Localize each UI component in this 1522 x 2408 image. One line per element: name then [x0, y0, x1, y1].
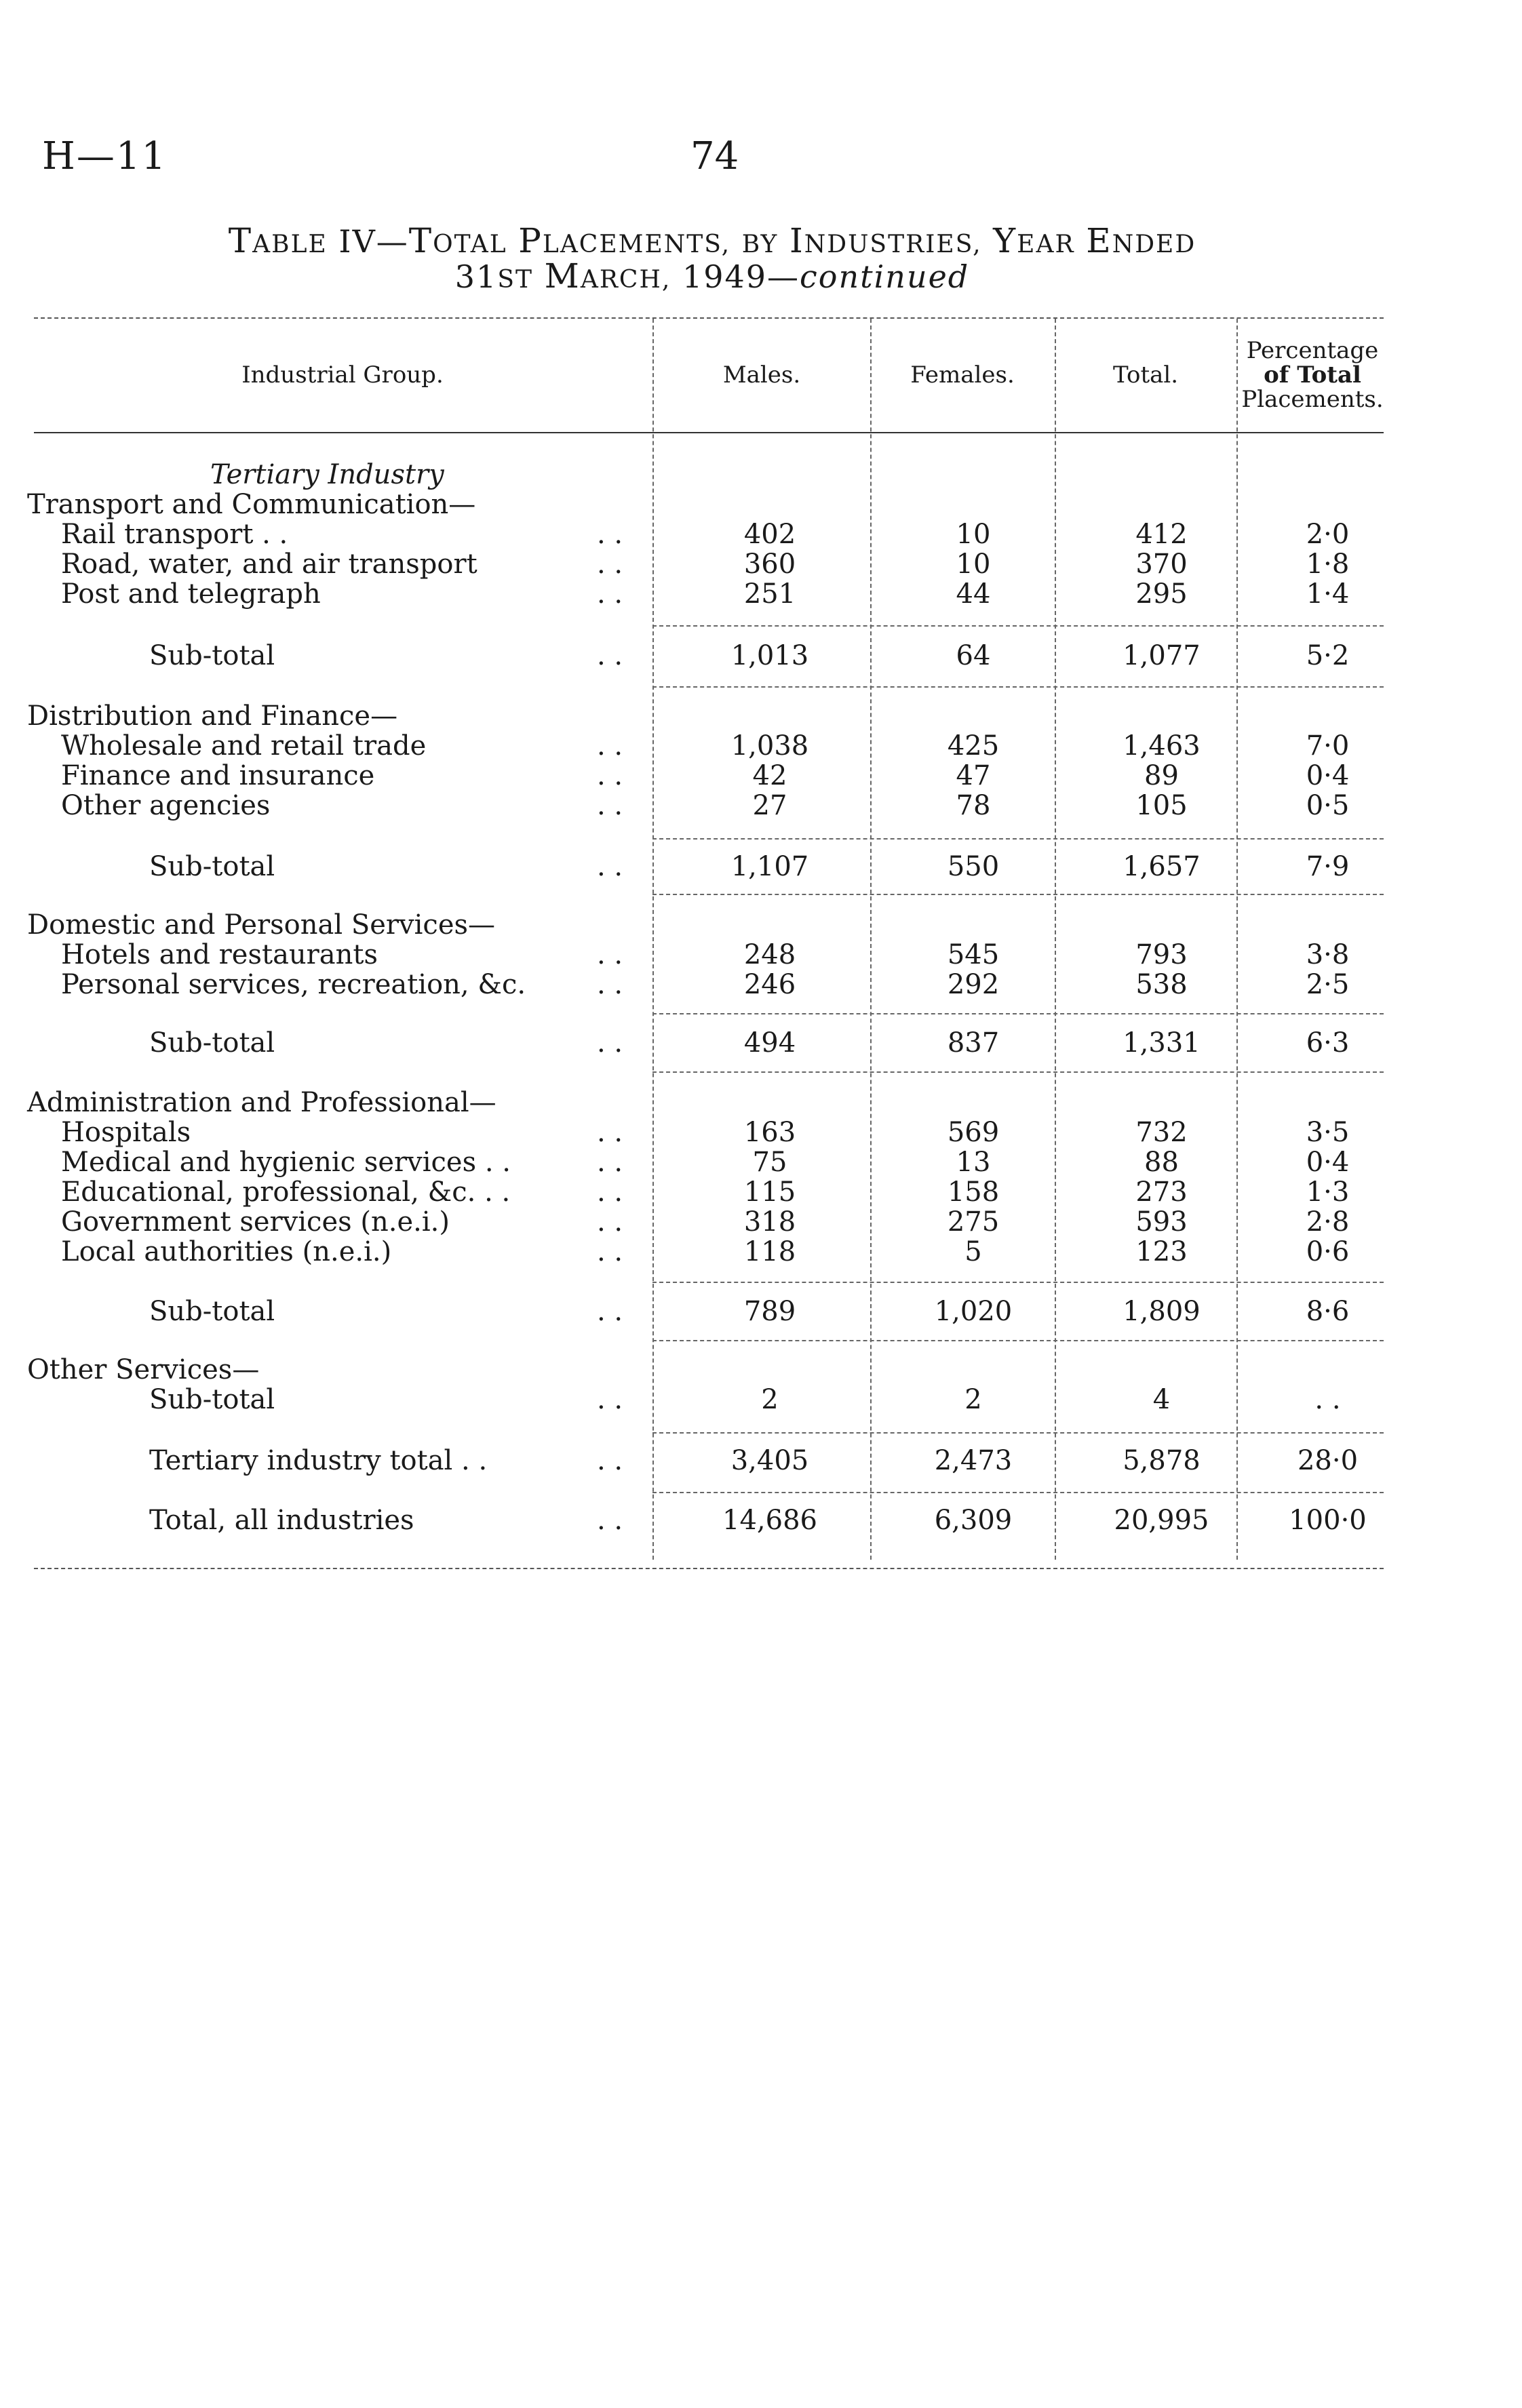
table-row: Hospitals . . 163 569 732 3·5 — [61, 1117, 1350, 1148]
table-title-line-1: TABLE IV—TOTAL PLACEMENTS, BY INDUSTRIES, YEAR ENDED — [228, 221, 1196, 260]
table-title-line-2: 31ST MARCH, 1949—continued — [454, 256, 970, 296]
table-row: Other agencies . . 27 78 105 0·5 — [61, 790, 1350, 821]
table-row: Rail transport . . . . 402 10 412 2·0 — [61, 519, 1350, 550]
section-heading: Tertiary Industry — [210, 459, 444, 490]
table-row: Wholesale and retail trade . . 1,038 425 1,463 7·0 — [61, 730, 1350, 762]
subtotal-row: Sub-total . . 1,107 550 1,657 7·9 — [149, 851, 1350, 882]
tertiary-total-row: Tertiary industry total . . . . 3,405 2,473 5,878 28·0 — [149, 1445, 1359, 1476]
header-total: Total. — [1112, 361, 1179, 389]
section-heading: Domestic and Personal Services— — [27, 909, 496, 941]
header-bottom-rule — [34, 432, 1384, 433]
page-reference: H—11 — [42, 134, 168, 178]
table-row: Personal services, recreation, &c. . . 246 292 538 2·5 — [61, 969, 1350, 1000]
subtotal-row: Sub-total . . 789 1,020 1,809 8·6 — [149, 1296, 1350, 1327]
header-males: Males. — [722, 361, 801, 389]
header-percentage: Percentage of Total Placements. — [1241, 336, 1384, 413]
table-row: Educational, professional, &c. . . . . 115 158 273 1·3 — [61, 1177, 1350, 1208]
table-row: Finance and insurance . . 42 47 89 0·4 — [61, 760, 1350, 791]
subtotal-row: Sub-total . . 494 837 1,331 6·3 — [149, 1027, 1350, 1059]
section-heading: Distribution and Finance— — [27, 700, 398, 732]
page-number: 74 — [690, 134, 739, 178]
header-industrial-group: Industrial Group. — [241, 361, 444, 389]
grand-total-row: Total, all industries . . 14,686 6,309 20,995 100·0 — [149, 1505, 1367, 1536]
subtotal-rule — [652, 1432, 1384, 1434]
subtotal-rule — [652, 894, 1384, 895]
section-heading: Other Services— — [27, 1354, 260, 1385]
section-heading: Transport and Communication— — [27, 489, 476, 520]
subtotal-rule — [652, 1282, 1384, 1283]
header-females: Females. — [910, 361, 1015, 389]
subtotal-rule — [652, 1492, 1384, 1493]
table-row: Local authorities (n.e.i.) . . 118 5 123 0·6 — [61, 1236, 1350, 1267]
subtotal-rule — [652, 1071, 1384, 1073]
table-row: Hotels and restaurants . . 248 545 793 3·8 — [61, 939, 1350, 970]
section-heading: Administration and Professional— — [27, 1087, 496, 1118]
subtotal-row: Sub-total . . 2 2 4 . . — [149, 1384, 1341, 1415]
subtotal-rule — [652, 1013, 1384, 1014]
subtotal-rule — [652, 838, 1384, 840]
table-row: Government services (n.e.i.) . . 318 275 593 2·8 — [61, 1206, 1350, 1238]
subtotal-rule — [652, 1340, 1384, 1341]
table-bottom-rule — [34, 1568, 1384, 1569]
subtotal-rule — [652, 625, 1384, 627]
subtotal-rule — [652, 686, 1384, 688]
table-row: Post and telegraph . . 251 44 295 1·4 — [61, 578, 1350, 610]
subtotal-row: Sub-total . . 1,013 64 1,077 5·2 — [149, 640, 1350, 671]
table-row: Road, water, and air transport . . 360 10 370 1·8 — [61, 549, 1350, 580]
table-row: Medical and hygienic services . . . . 75 13 88 0·4 — [61, 1147, 1350, 1178]
